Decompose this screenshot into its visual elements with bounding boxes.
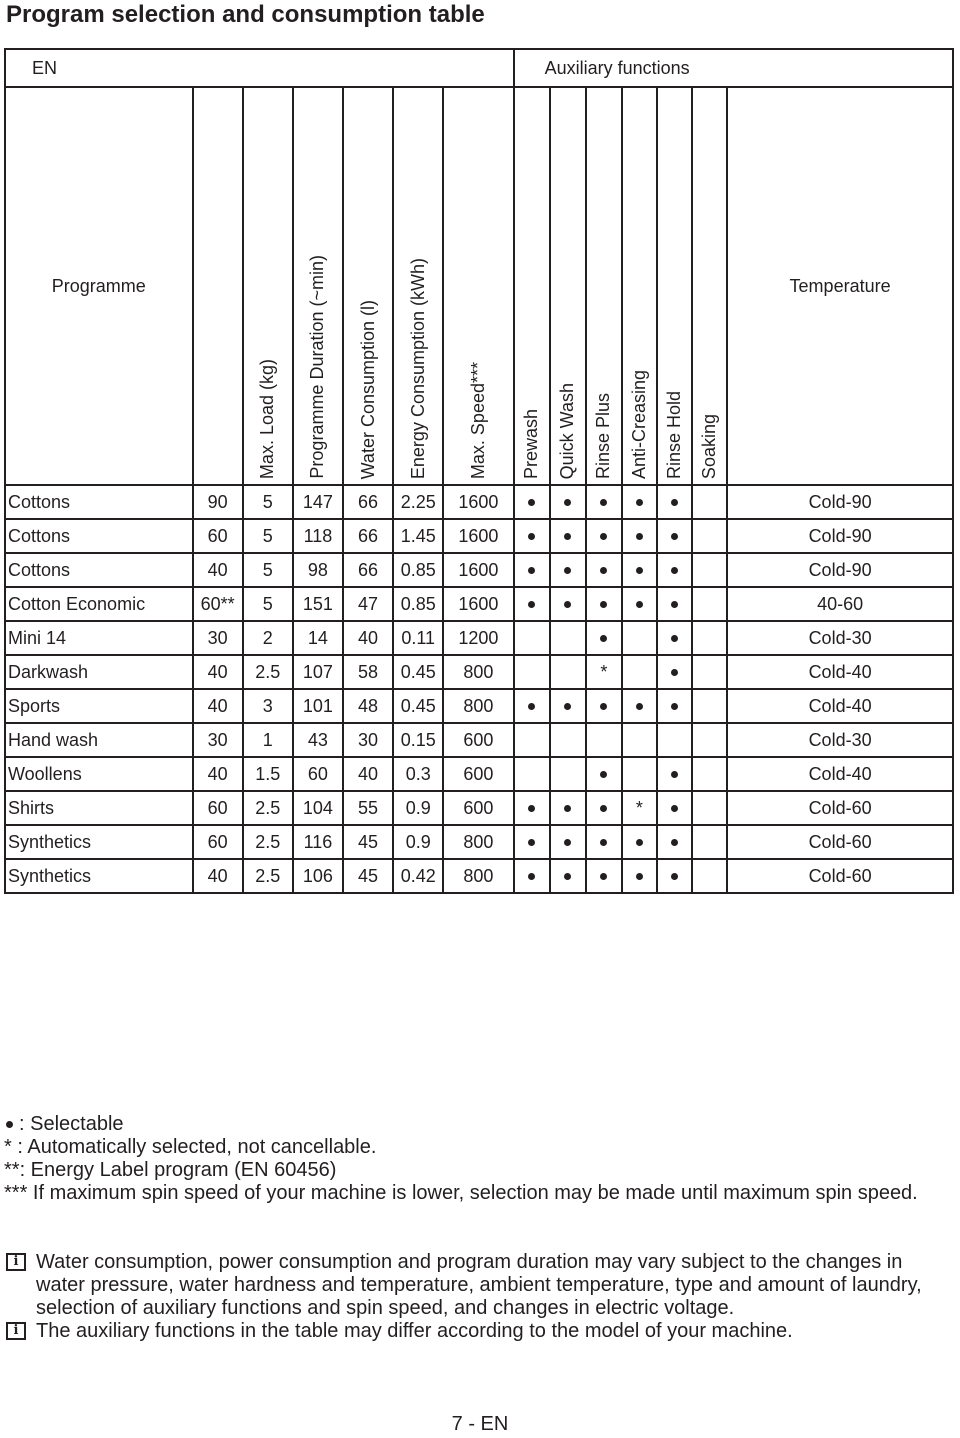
programme-header: Programme <box>5 87 193 485</box>
water-cell: 45 <box>343 825 393 859</box>
max-load-cell: 1.5 <box>243 757 293 791</box>
max-load-cell: 1 <box>243 723 293 757</box>
temperature-cell: Cold-40 <box>727 689 953 723</box>
max-speed-cell: 800 <box>443 825 513 859</box>
program-name-cell: Cotton Economic <box>5 587 193 621</box>
max-speed-cell: 1600 <box>443 553 513 587</box>
temp-set-cell: 60 <box>193 791 243 825</box>
energy-cell: 0.9 <box>393 825 443 859</box>
aux-cell <box>514 757 550 791</box>
temp-set-cell: 40 <box>193 859 243 893</box>
col-header-water: Water Consumption (l) <box>343 87 393 485</box>
aux-cell <box>657 757 692 791</box>
selectable-dot-icon <box>528 703 535 710</box>
duration-cell: 107 <box>293 655 343 689</box>
table-row <box>5 485 953 519</box>
legend-selectable: : Selectable <box>4 1113 954 1136</box>
aux-cell <box>692 587 727 621</box>
aux-cell <box>622 859 657 893</box>
col-header-rinse-plus: Rinse Plus <box>586 87 622 485</box>
duration-cell: 151 <box>293 587 343 621</box>
duration-cell: 60 <box>293 757 343 791</box>
aux-cell <box>657 519 692 553</box>
water-cell: 47 <box>343 587 393 621</box>
aux-cell <box>586 519 622 553</box>
max-speed-cell: 800 <box>443 689 513 723</box>
table-row <box>5 553 953 587</box>
col-header-prewash: Prewash <box>514 87 550 485</box>
duration-cell: 43 <box>293 723 343 757</box>
max-load-cell: 2.5 <box>243 859 293 893</box>
temperature-cell: Cold-40 <box>727 655 953 689</box>
program-name-cell: Synthetics <box>5 825 193 859</box>
aux-cell <box>692 655 727 689</box>
selectable-dot-icon <box>600 839 607 846</box>
selectable-dot-icon <box>671 839 678 846</box>
aux-cell <box>514 485 550 519</box>
aux-cell <box>586 723 622 757</box>
program-name-cell: Darkwash <box>5 655 193 689</box>
temperature-cell: Cold-90 <box>727 519 953 553</box>
selectable-dot-icon <box>671 533 678 540</box>
aux-cell <box>514 621 550 655</box>
aux-cell <box>657 859 692 893</box>
aux-cell <box>622 723 657 757</box>
selectable-dot-icon <box>636 839 643 846</box>
duration-cell: 14 <box>293 621 343 655</box>
selectable-dot-icon <box>528 533 535 540</box>
selectable-dot-icon <box>636 601 643 608</box>
aux-cell <box>550 689 586 723</box>
aux-cell <box>657 655 692 689</box>
legend-speed-note: *** If maximum spin speed of your machine is lower, selection may be made until maximum spin speed. <box>4 1182 918 1204</box>
max-load-cell: 2.5 <box>243 655 293 689</box>
aux-cell <box>550 825 586 859</box>
water-cell: 58 <box>343 655 393 689</box>
selectable-dot-icon <box>564 533 571 540</box>
water-cell: 45 <box>343 859 393 893</box>
aux-cell <box>692 485 727 519</box>
aux-cell <box>550 655 586 689</box>
note-consumption: i Water consumption, power consumption and program duration may vary subject to the changes in water pressure, water hardness and temperature, ambient temperature, type and amount of laundry, selection of auxiliary functions and spin speed, and changes in electric voltage. <box>4 1251 954 1320</box>
energy-cell: 0.85 <box>393 587 443 621</box>
legend-auto: * : Automatically selected, not cancellable. <box>4 1136 377 1158</box>
temperature-cell: Cold-90 <box>727 485 953 519</box>
aux-cell <box>550 553 586 587</box>
info-icon: i <box>6 1253 26 1271</box>
selectable-dot-icon <box>564 873 571 880</box>
selectable-dot-icon <box>636 873 643 880</box>
water-cell: 40 <box>343 757 393 791</box>
water-cell: 48 <box>343 689 393 723</box>
duration-cell: 98 <box>293 553 343 587</box>
duration-cell: 118 <box>293 519 343 553</box>
aux-cell <box>657 621 692 655</box>
aux-cell <box>550 587 586 621</box>
max-speed-cell: 1200 <box>443 621 513 655</box>
temperature-header: Temperature <box>727 87 953 485</box>
selectable-dot-icon <box>600 635 607 642</box>
max-speed-cell: 1600 <box>443 519 513 553</box>
max-load-cell: 5 <box>243 587 293 621</box>
selectable-dot-icon <box>671 567 678 574</box>
aux-cell <box>586 825 622 859</box>
temp-set-cell: 60 <box>193 519 243 553</box>
aux-cell <box>514 723 550 757</box>
max-load-cell: 3 <box>243 689 293 723</box>
temperature-cell: Cold-60 <box>727 859 953 893</box>
aux-cell <box>622 757 657 791</box>
aux-cell <box>622 485 657 519</box>
temp-set-cell: 40 <box>193 655 243 689</box>
aux-cell <box>586 757 622 791</box>
selectable-dot-icon <box>636 703 643 710</box>
table-row <box>5 825 953 859</box>
selectable-dot-icon <box>636 567 643 574</box>
table-row <box>5 791 953 825</box>
selectable-dot-icon <box>636 533 643 540</box>
col-header-energy: Energy Consumption (kWh) <box>393 87 443 485</box>
selectable-dot-icon <box>636 499 643 506</box>
table-row <box>5 621 953 655</box>
aux-cell <box>622 689 657 723</box>
temperature-cell: 40-60 <box>727 587 953 621</box>
program-name-cell: Woollens <box>5 757 193 791</box>
temp-set-cell: 90 <box>193 485 243 519</box>
selectable-dot-icon <box>600 533 607 540</box>
table-row <box>5 587 953 621</box>
aux-cell <box>550 791 586 825</box>
aux-cell <box>692 621 727 655</box>
col-header-speed: Max. Speed*** <box>443 87 513 485</box>
aux-cell <box>657 723 692 757</box>
temperature-cell: Cold-60 <box>727 825 953 859</box>
temperature-cell: Cold-40 <box>727 757 953 791</box>
temp-set-header <box>193 87 243 485</box>
temp-set-cell: 40 <box>193 553 243 587</box>
selectable-dot-icon <box>528 873 535 880</box>
aux-cell <box>514 553 550 587</box>
max-speed-cell: 800 <box>443 655 513 689</box>
legend-energy-label: **: Energy Label program (EN 60456) <box>4 1159 337 1181</box>
energy-cell: 0.11 <box>393 621 443 655</box>
aux-cell <box>657 587 692 621</box>
selectable-dot-icon <box>564 499 571 506</box>
table-body <box>5 485 953 893</box>
aux-cell <box>657 791 692 825</box>
aux-cell <box>586 791 622 825</box>
water-cell: 66 <box>343 553 393 587</box>
aux-cell <box>514 689 550 723</box>
water-cell: 66 <box>343 485 393 519</box>
selectable-dot-icon <box>671 499 678 506</box>
duration-cell: 101 <box>293 689 343 723</box>
aux-cell <box>657 553 692 587</box>
max-load-cell: 2.5 <box>243 825 293 859</box>
col-header-soaking: Soaking <box>692 87 727 485</box>
aux-cell <box>622 825 657 859</box>
aux-cell <box>622 655 657 689</box>
aux-cell <box>622 621 657 655</box>
aux-cell <box>586 859 622 893</box>
temp-set-cell: 30 <box>193 723 243 757</box>
selectable-dot-icon <box>564 805 571 812</box>
col-header-rinse-hold: Rinse Hold <box>657 87 692 485</box>
aux-cell <box>514 519 550 553</box>
duration-cell: 116 <box>293 825 343 859</box>
col-header-anti-creasing: Anti-Creasing <box>622 87 657 485</box>
selectable-dot-icon <box>528 805 535 812</box>
program-name-cell: Cottons <box>5 553 193 587</box>
aux-cell <box>550 859 586 893</box>
temp-set-cell: 40 <box>193 757 243 791</box>
legend <box>4 1113 954 1205</box>
selectable-dot-icon <box>600 499 607 506</box>
info-icon: i <box>6 1322 26 1340</box>
table-row <box>5 689 953 723</box>
aux-cell <box>692 689 727 723</box>
program-name-cell: Cottons <box>5 485 193 519</box>
energy-cell: 0.3 <box>393 757 443 791</box>
table-row <box>5 757 953 791</box>
water-cell: 40 <box>343 621 393 655</box>
aux-cell <box>514 825 550 859</box>
note-aux-functions: i The auxiliary functions in the table may differ according to the model of your machine. <box>4 1320 954 1343</box>
selectable-dot-icon <box>564 703 571 710</box>
selectable-dot-icon <box>671 703 678 710</box>
aux-cell <box>550 519 586 553</box>
aux-cell <box>586 587 622 621</box>
program-name-cell: Synthetics <box>5 859 193 893</box>
selectable-dot-icon <box>600 873 607 880</box>
selectable-dot-icon <box>564 601 571 608</box>
col-header-duration: Programme Duration (~min) <box>293 87 343 485</box>
selectable-dot-icon <box>6 1121 13 1128</box>
selectable-dot-icon <box>564 567 571 574</box>
selectable-dot-icon <box>528 601 535 608</box>
aux-cell <box>550 723 586 757</box>
water-cell: 66 <box>343 519 393 553</box>
max-speed-cell: 600 <box>443 791 513 825</box>
temp-set-cell: 40 <box>193 689 243 723</box>
selectable-dot-icon <box>600 703 607 710</box>
max-load-cell: 2.5 <box>243 791 293 825</box>
aux-cell <box>622 553 657 587</box>
aux-group-header: Auxiliary functions <box>514 49 953 87</box>
aux-cell <box>514 655 550 689</box>
program-table <box>4 48 954 894</box>
selectable-dot-icon <box>528 839 535 846</box>
max-load-cell: 5 <box>243 519 293 553</box>
col-header-load: Max. Load (kg) <box>243 87 293 485</box>
max-load-cell: 2 <box>243 621 293 655</box>
aux-cell <box>692 757 727 791</box>
aux-cell <box>550 485 586 519</box>
energy-cell: 0.45 <box>393 655 443 689</box>
aux-cell <box>586 485 622 519</box>
aux-cell <box>622 791 657 825</box>
aux-cell <box>586 655 622 689</box>
table-row <box>5 519 953 553</box>
max-load-cell: 5 <box>243 485 293 519</box>
max-load-cell: 5 <box>243 553 293 587</box>
table-row <box>5 723 953 757</box>
temp-set-cell: 30 <box>193 621 243 655</box>
temperature-cell: Cold-30 <box>727 723 953 757</box>
aux-cell <box>514 587 550 621</box>
auto-selected-mark: * <box>600 661 608 682</box>
max-speed-cell: 1600 <box>443 587 513 621</box>
selectable-dot-icon <box>671 669 678 676</box>
aux-cell <box>550 757 586 791</box>
water-cell: 55 <box>343 791 393 825</box>
aux-cell <box>692 859 727 893</box>
aux-cell <box>550 621 586 655</box>
auto-selected-mark: * <box>635 797 643 818</box>
selectable-dot-icon <box>600 601 607 608</box>
energy-cell: 0.9 <box>393 791 443 825</box>
max-speed-cell: 1600 <box>443 485 513 519</box>
duration-cell: 147 <box>293 485 343 519</box>
temp-set-cell: 60 <box>193 825 243 859</box>
energy-cell: 0.85 <box>393 553 443 587</box>
page-title: Program selection and consumption table <box>6 1 485 28</box>
selectable-dot-icon <box>528 499 535 506</box>
selectable-dot-icon <box>600 805 607 812</box>
program-name-cell: Cottons <box>5 519 193 553</box>
max-speed-cell: 600 <box>443 757 513 791</box>
aux-cell <box>514 791 550 825</box>
selectable-dot-icon <box>671 635 678 642</box>
aux-cell <box>586 689 622 723</box>
aux-cell <box>514 859 550 893</box>
energy-cell: 1.45 <box>393 519 443 553</box>
aux-cell <box>622 587 657 621</box>
max-speed-cell: 800 <box>443 859 513 893</box>
temperature-cell: Cold-60 <box>727 791 953 825</box>
water-cell: 30 <box>343 723 393 757</box>
temperature-cell: Cold-90 <box>727 553 953 587</box>
selectable-dot-icon <box>564 839 571 846</box>
col-header-quick-wash: Quick Wash <box>550 87 586 485</box>
program-name-cell: Mini 14 <box>5 621 193 655</box>
aux-cell <box>657 485 692 519</box>
temp-set-cell: 60** <box>193 587 243 621</box>
aux-cell <box>692 723 727 757</box>
selectable-dot-icon <box>600 567 607 574</box>
duration-cell: 104 <box>293 791 343 825</box>
aux-cell <box>586 621 622 655</box>
aux-cell <box>692 553 727 587</box>
aux-cell <box>586 553 622 587</box>
aux-cell <box>657 689 692 723</box>
selectable-dot-icon <box>600 771 607 778</box>
aux-cell <box>657 825 692 859</box>
notes <box>4 1251 954 1343</box>
aux-cell <box>692 519 727 553</box>
selectable-dot-icon <box>671 771 678 778</box>
program-name-cell: Hand wash <box>5 723 193 757</box>
table-row <box>5 655 953 689</box>
program-name-cell: Shirts <box>5 791 193 825</box>
program-name-cell: Sports <box>5 689 193 723</box>
selectable-dot-icon <box>528 567 535 574</box>
aux-cell <box>692 791 727 825</box>
aux-cell <box>692 825 727 859</box>
selectable-dot-icon <box>671 601 678 608</box>
lang-cell: EN <box>5 49 514 87</box>
table-row <box>5 859 953 893</box>
selectable-dot-icon <box>671 805 678 812</box>
page-number: 7 - EN <box>451 1413 509 1435</box>
energy-cell: 0.42 <box>393 859 443 893</box>
energy-cell: 2.25 <box>393 485 443 519</box>
max-speed-cell: 600 <box>443 723 513 757</box>
temperature-cell: Cold-30 <box>727 621 953 655</box>
aux-cell <box>622 519 657 553</box>
selectable-dot-icon <box>671 873 678 880</box>
energy-cell: 0.45 <box>393 689 443 723</box>
duration-cell: 106 <box>293 859 343 893</box>
energy-cell: 0.15 <box>393 723 443 757</box>
